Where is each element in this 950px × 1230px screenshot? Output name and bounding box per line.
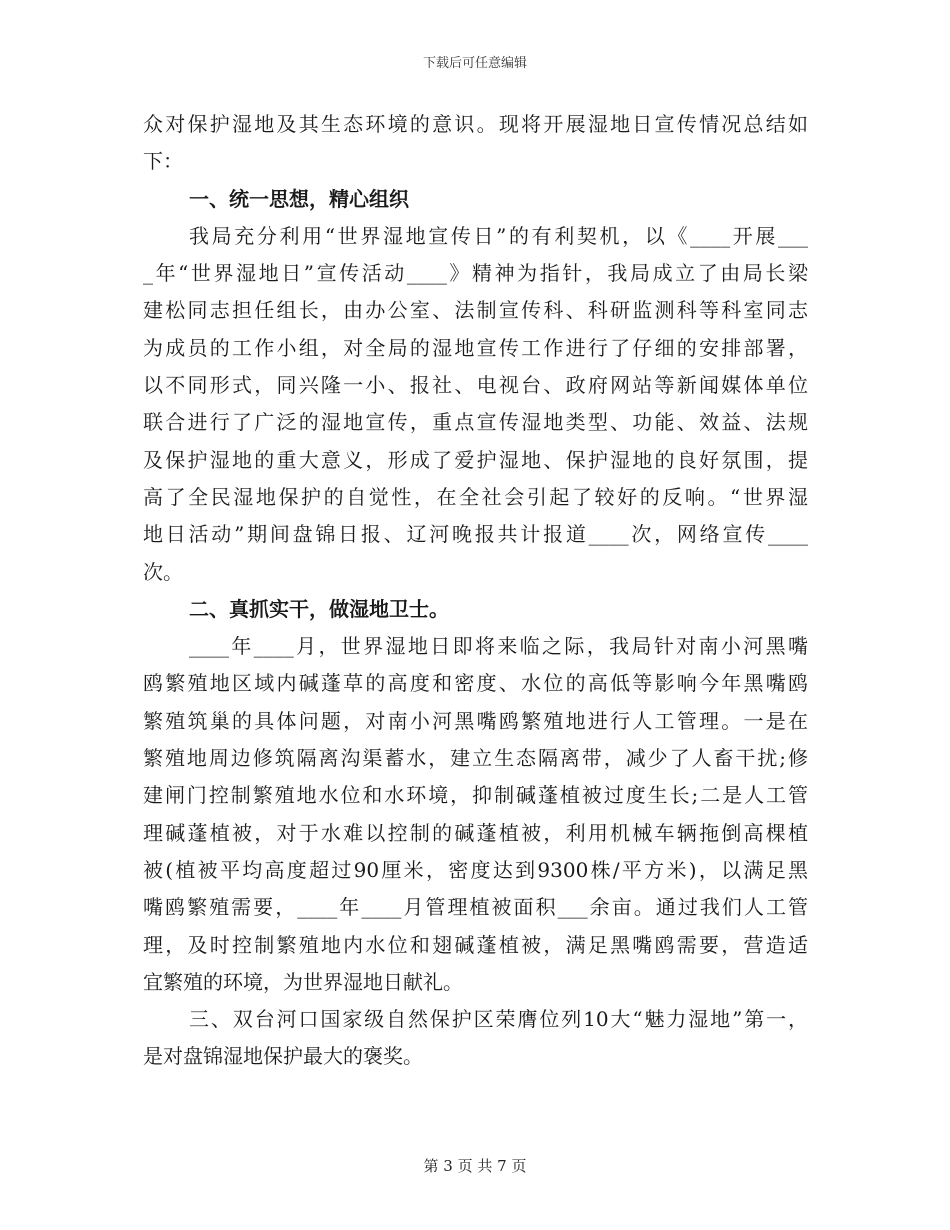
paragraph-line: 繁殖地周边修筑隔离沟渠蓄水，建立生态隔离带，减少了人畜干扰;修 (143, 746, 808, 771)
paragraph-line: 建闸门控制繁殖地水位和水环境，抑制碱蓬植被过度生长;二是人工管 (143, 783, 808, 808)
paragraph-line: 以不同形式，同兴隆一小、报社、电视台、政府网站等新闻媒体单位 (143, 373, 808, 398)
paragraph-line: 理，及时控制繁殖地内水位和翅碱蓬植被，满足黑嘴鸥需要，营造适 (143, 932, 808, 957)
paragraph-line: 及保护湿地的重大意义，形成了爱护湿地、保护湿地的良好氛围，提 (143, 447, 808, 472)
paragraph-line: 繁殖筑巢的具体问题，对南小河黑嘴鸥繁殖地进行人工管理。一是在 (143, 708, 808, 733)
section-heading: 三、双台河口国家级自然保护区荣膺位列10大“魅力湿地”第一， (189, 1007, 808, 1032)
paragraph-line: 地日活动”期间盘锦日报、辽河晚报共计报道____次，网络宣传____ (143, 522, 808, 547)
paragraph-line: 我局充分利用“世界湿地宣传日”的有利契机，以《____开展___ (189, 223, 808, 248)
paragraph-line: _年“世界湿地日”宣传活动____》精神为指针，我局成立了由局长梁 (143, 261, 808, 286)
paragraph-line: 为成员的工作小组，对全局的湿地宣传工作进行了仔细的安排部署， (143, 335, 808, 360)
paragraph-line: 宜繁殖的环境，为世界湿地日献礼。 (143, 969, 463, 994)
paragraph-line: 是对盘锦湿地保护最大的褒奖。 (143, 1044, 423, 1069)
paragraph-line: 高了全民湿地保护的自觉性，在全社会引起了较好的反响。“世界湿 (143, 484, 808, 509)
paragraph-line: 嘴鸥繁殖需要，____年____月管理植被面积___余亩。通过我们人工管 (143, 895, 808, 920)
paragraph-line: 被(植被平均高度超过90厘米，密度达到9300株/平方米)，以满足黑 (143, 857, 808, 882)
section-heading: 一、统一思想，精心组织 (189, 186, 409, 211)
paragraph-line: 下： (143, 149, 183, 174)
document-body (143, 106, 808, 1076)
paragraph-line: 众对保护湿地及其生态环境的意识。现将开展湿地日宣传情况总结如 (143, 112, 808, 136)
page-header: 下载后可任意编辑 (422, 56, 527, 71)
page-number: 第 3 页 共 7 页 (423, 1157, 527, 1175)
paragraph-line: 理碱蓬植被，对于水难以控制的碱蓬植被，利用机械车辆拖倒高棵植 (143, 820, 808, 845)
paragraph-line: 次。 (143, 559, 183, 584)
section-heading: 二、真抓实干，做湿地卫士。 (189, 596, 449, 621)
paragraph-line: 联合进行了广泛的湿地宣传，重点宣传湿地类型、功能、效益、法规 (143, 410, 808, 435)
paragraph-line: ____年____月，世界湿地日即将来临之际，我局针对南小河黑嘴 (189, 634, 808, 659)
paragraph-line: 鸥繁殖地区域内碱蓬草的高度和密度、水位的高低等影响今年黑嘴鸥 (143, 671, 808, 696)
paragraph-line: 建松同志担任组长，由办公室、法制宣传科、科研监测科等科室同志 (143, 298, 808, 323)
